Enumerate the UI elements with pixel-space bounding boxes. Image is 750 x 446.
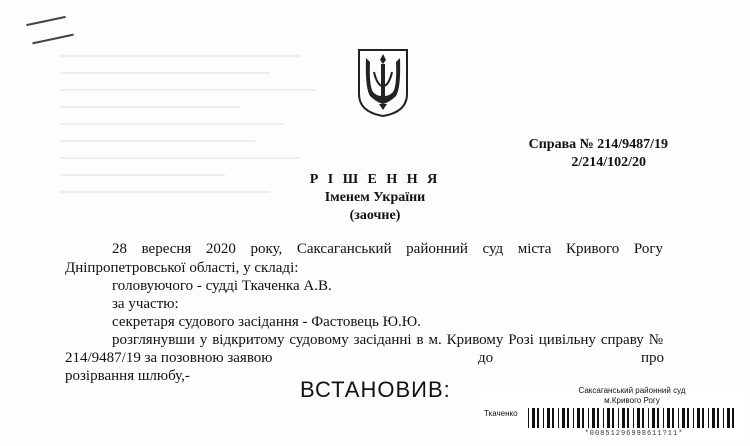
stamp-user: Ткаченко [484, 409, 518, 418]
case-internal-number: 2/214/102/20 [571, 155, 646, 170]
body-line-secretary: секретаря судового засідання - Фастовець Ю.Ю. [112, 314, 421, 330]
claim-about: про [641, 350, 665, 366]
decision-subtitle: Іменем України [324, 190, 426, 205]
body-line: 28 вересня 2020 року, Саксаганський районний суд міста Кривого Рогу [112, 241, 663, 257]
stamp-court-line: Саксаганський районний суд [578, 386, 686, 395]
barcode-number: *00851296998611?11* [584, 430, 684, 438]
decision-title: Р І Ш Е Н Н Я [309, 172, 441, 187]
claim-text: 214/9487/19 за позовною заявою [65, 350, 273, 366]
body-line: Дніпропетровської області, у складі: [65, 260, 299, 276]
decision-note: (заочне) [349, 208, 401, 223]
case-number: Справа № 214/9487/19 [528, 137, 668, 152]
body-line-claim [65, 349, 663, 367]
stamp-court-name [532, 386, 732, 406]
established-heading: ВСТАНОВИВ: [300, 377, 451, 402]
pen-mark [26, 16, 66, 26]
court-barcode-stamp [480, 386, 745, 442]
trident-coat-of-arms-icon [356, 48, 410, 118]
barcode-icon [528, 408, 740, 432]
claim-to: до [478, 350, 494, 366]
body-line-presiding-judge: головуючого - судді Ткаченка А.В. [112, 278, 332, 294]
stamp-court-city: м.Кривого Рогу [604, 396, 660, 405]
case-number-block [529, 136, 668, 172]
body-line: за участю: [112, 296, 179, 312]
body-line: розглянувши у відкритому судовому засіданні в м. Кривому Розі цивільну справу № [112, 332, 663, 348]
body-line: розірвання шлюбу,- [65, 368, 190, 384]
